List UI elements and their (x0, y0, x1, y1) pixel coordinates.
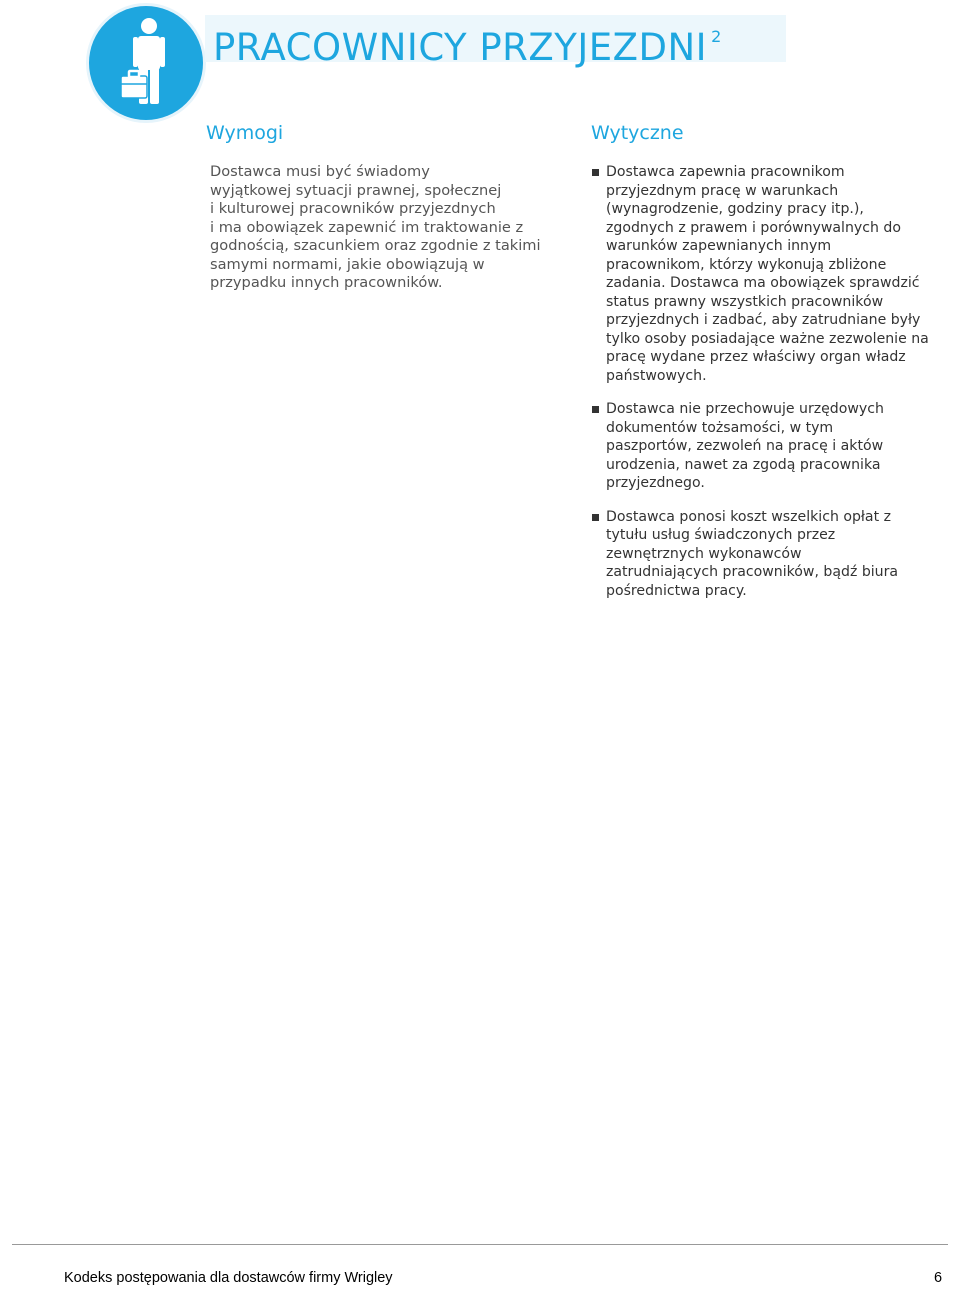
footer-divider (12, 1244, 948, 1245)
guidelines-list (590, 163, 960, 615)
traveling-worker-icon (89, 6, 203, 120)
footer-document-title: Kodeks postępowania dla dostawców firmy Wrigley (64, 1270, 393, 1286)
paragraph-line: przypadku innych pracowników. (210, 274, 443, 291)
guidelines-heading: Wytyczne (591, 122, 684, 144)
paragraph-line: godnością, szacunkiem oraz zgodnie z takimi (210, 237, 541, 254)
guideline-line: pośrednictwa pracy. (606, 582, 747, 599)
guideline-line: zadania. Dostawca ma obowiązek sprawdzić (606, 275, 920, 291)
guideline-line: pracę wydane przez właściwy organ władz (606, 349, 906, 365)
guideline-line: Dostawca ponosi koszt wszelkich opłat z (606, 508, 891, 525)
guideline-line: status prawny wszystkich pracowników (606, 293, 884, 310)
guideline-line: warunków zapewnianych innym (606, 238, 832, 254)
square-bullet-icon (592, 514, 599, 521)
guideline-line: Dostawca zapewnia pracownikom (606, 164, 845, 180)
paragraph-line: i kulturowej pracowników przyjezdnych (210, 200, 496, 217)
guideline-line: przyjezdnego. (606, 475, 705, 491)
guideline-line: zewnętrznych wykonawców (606, 545, 802, 562)
guideline-item (590, 400, 960, 493)
guideline-line: państwowych. (606, 367, 707, 384)
guideline-line: przyjezdnych i zadbać, aby zatrudniane były (606, 312, 921, 328)
square-bullet-icon (592, 406, 599, 413)
page-number: 6 (934, 1270, 943, 1286)
square-bullet-icon (592, 169, 599, 176)
paragraph-line: samymi normami, jakie obowiązują w (210, 255, 485, 273)
guideline-line: (wynagrodzenie, godziny pracy itp.), (606, 201, 864, 217)
guideline-item (590, 163, 960, 385)
requirements-heading: Wymogi (206, 122, 284, 144)
guideline-line: dokumentów tożsamości, w tym (606, 419, 834, 436)
guideline-line: zatrudniających pracowników, bądź biura (606, 564, 899, 580)
title-superscript: 2 (711, 27, 722, 46)
guideline-line: Dostawca nie przechowuje urzędowych (606, 401, 884, 417)
guideline-line: tytułu usług świadczonych przez (606, 527, 836, 543)
guideline-line: urodzenia, nawet za zgodą pracownika (606, 456, 881, 473)
page-title: PRACOWNICY PRZYJEZDNI $^2$ (213, 26, 722, 69)
guideline-line: pracownikom, którzy wykonują zbliżone (606, 256, 887, 273)
guideline-line: paszportów, zezwoleń na pracę i aktów (606, 438, 884, 454)
requirements-paragraph (210, 163, 570, 293)
guideline-line: zgodnych z prawem i porównywalnych do (606, 219, 901, 236)
guideline-item (590, 508, 960, 601)
guideline-line: tylko osoby posiadające ważne zezwolenie na (606, 330, 929, 347)
guideline-line: przyjezdnym pracę w warunkach (606, 182, 839, 199)
paragraph-line: i ma obowiązek zapewnić im traktowanie z (210, 218, 524, 236)
paragraph-line: wyjątkowej sytuacji prawnej, społecznej (210, 181, 502, 199)
paragraph-line: Dostawca musi być świadomy (210, 163, 430, 180)
